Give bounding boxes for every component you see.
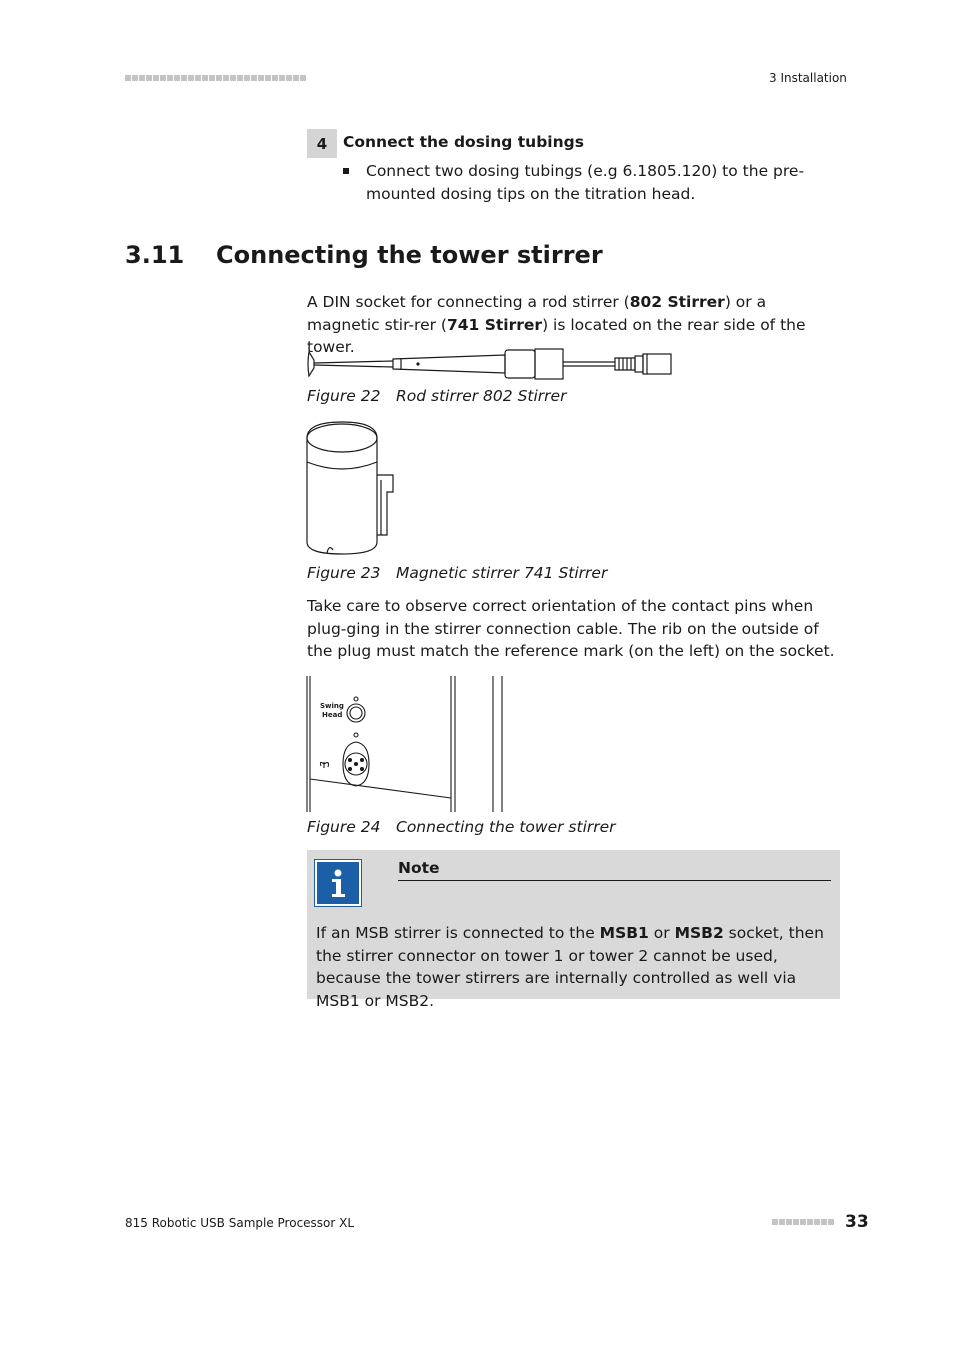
info-icon [315, 860, 361, 906]
step-title: Connect the dosing tubings [343, 133, 584, 151]
footer-product: 815 Robotic USB Sample Processor XL [125, 1216, 355, 1230]
header-section: 3 Installation [769, 71, 847, 85]
section-number: 3.11 [125, 241, 185, 269]
figure-22-caption: Rod stirrer 802 Stirrer [396, 387, 567, 405]
tower-socket-illustration [305, 676, 507, 814]
rod-stirrer-illustration [305, 346, 677, 382]
orientation-paragraph: Take care to observe correct orientation of the contact pins when plug-ging in the stirrer connection cable. The rib on the outside of the plug must match the reference mark (on the left) on the socket. [307, 597, 835, 660]
section-title: Connecting the tower stirrer [216, 241, 603, 269]
socket-label-line2: Head [322, 711, 343, 719]
figure-23-caption: Magnetic stirrer 741 Stirrer [396, 564, 608, 582]
step-number: 4 [307, 129, 337, 158]
page-number: 33 [845, 1212, 869, 1232]
figure-23-label: Figure 23 [307, 564, 381, 582]
socket-label-line1: Swing [320, 702, 344, 710]
magnetic-stirrer-illustration [305, 420, 397, 560]
figure-24-caption: Connecting the tower stirrer [396, 818, 616, 836]
figure-22-label: Figure 22 [307, 387, 381, 405]
note-text: If an MSB stirrer is connected to the MSB1 or MSB2 socket, then the stirrer connector on tower 1 or tower 2 cannot be used, because the tower stirrers are internally controlled as well via MSB1 or MSB2. [316, 924, 824, 1010]
footer-decoration [772, 1219, 834, 1225]
bullet-marker [343, 168, 349, 174]
header-decoration [125, 75, 306, 81]
intro-paragraph: A DIN socket for connecting a rod stirrer (802 Stirrer) or a magnetic stir-rer (741 Stirrer) is located on the rear side of the tower. [307, 293, 806, 356]
note-title: Note [398, 859, 440, 877]
figure-24-label: Figure 24 [307, 818, 381, 836]
note-divider [398, 880, 831, 881]
step-bullet-text: Connect two dosing tubings (e.g 6.1805.120) to the pre-mounted dosing tips on the titration head. [366, 162, 805, 203]
